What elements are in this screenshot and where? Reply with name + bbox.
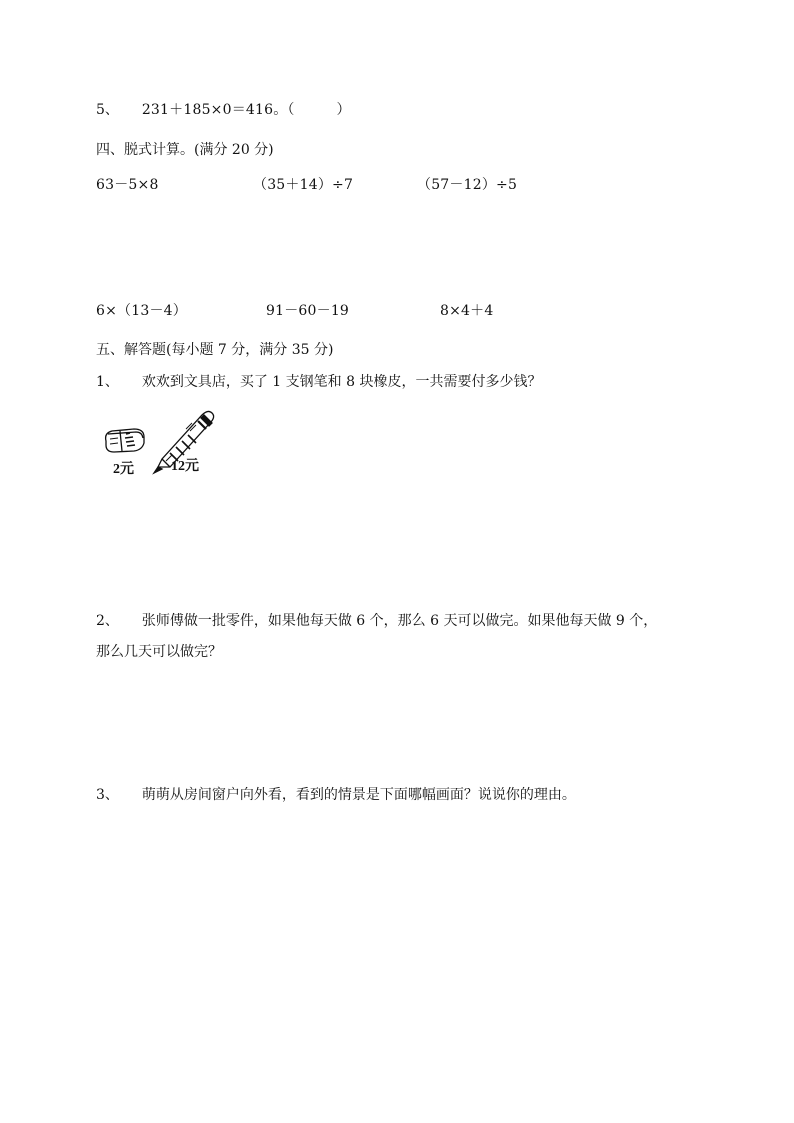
eraser-price: 2元 [113,462,134,477]
calc-item-4: 6×（13－4） [96,303,187,319]
judge-item-5 [96,101,351,119]
question-text: 萌萌从房间窗户向外看，看到的情景是下面哪幅画面？说说你的理由。 [141,787,576,803]
question-number: 3、 [96,787,119,803]
calc-item-5: 91－60－19 [266,303,350,319]
calc-item-6: 8×4＋4 [440,303,494,319]
calc-item-1: 63－5×8 [96,177,159,193]
item-number: 5、 [96,102,119,118]
question-text: 张师傅做一批零件，如果他每天做 6 个，那么 6 天可以做完。如果他每天做 9 个， [141,613,658,629]
question-2-line-2: 那么几天可以做完？ [96,644,222,660]
eraser-icon [106,429,144,452]
question-text: 欢欢到文具店，买了 1 支钢笔和 8 块橡皮，一共需要付多少钱？ [141,374,542,390]
question-number: 1、 [96,374,119,390]
question-2-line-1 [96,612,657,630]
pen-price: 12元 [171,459,199,474]
question-3 [96,786,576,804]
section-5-title: 五、解答题(每小题 7 分，满分 35 分) [96,342,334,358]
question-number: 2、 [96,613,119,629]
judge-expression: 231＋185×0＝416。（ ） [141,102,351,118]
question-1 [96,373,541,391]
section-4-title: 四、脱式计算。(满分 20 分) [96,142,274,158]
calc-item-2: （35＋14）÷7 [253,177,354,193]
calc-item-3: （57－12）÷5 [417,177,518,193]
